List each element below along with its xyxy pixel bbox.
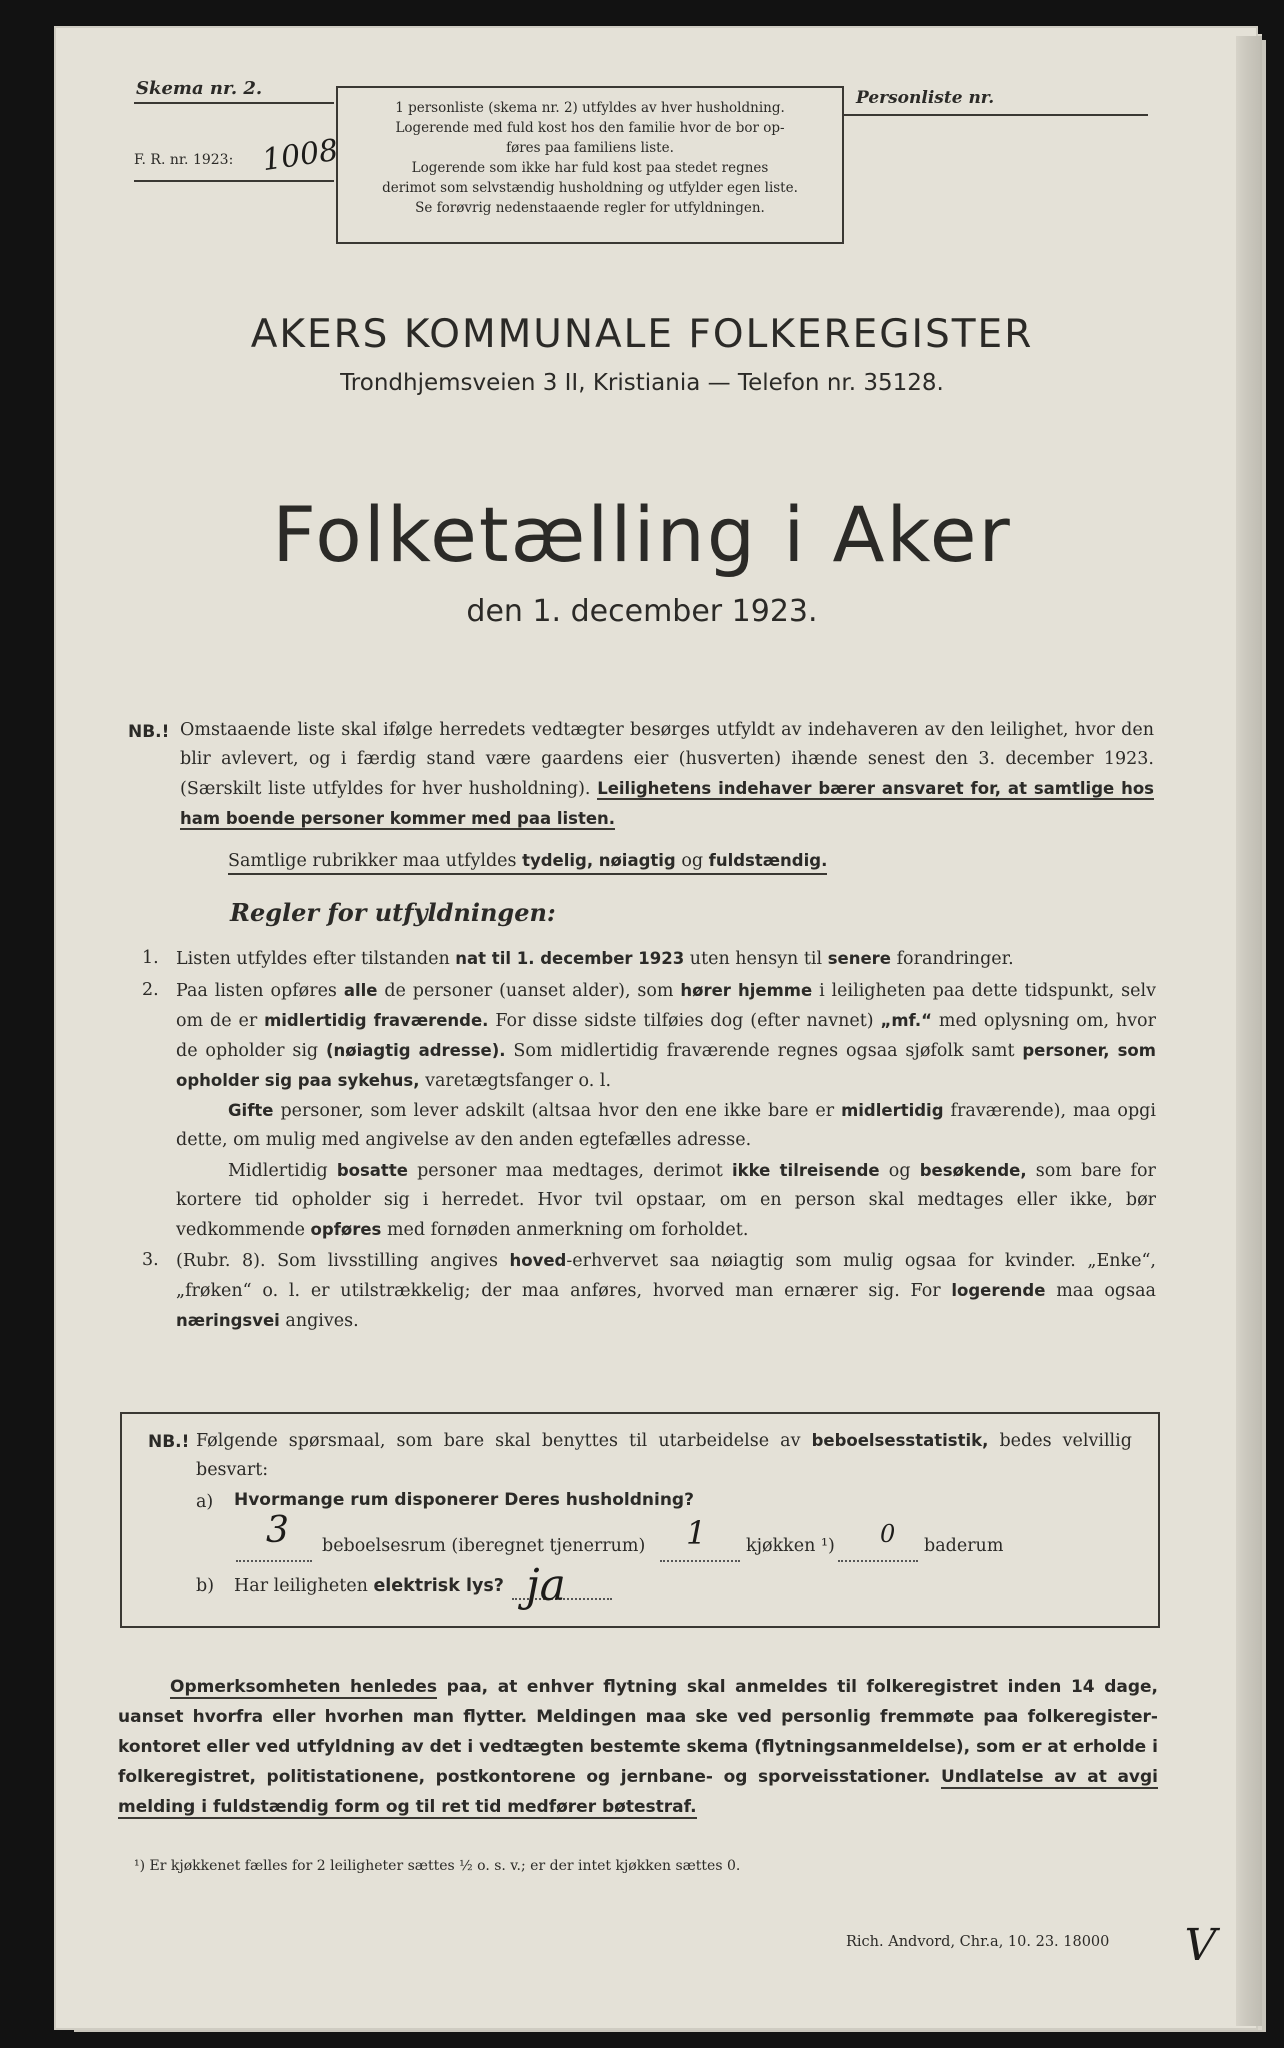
rule-2-bold-b: hører hjemme bbox=[680, 981, 813, 1000]
rule-2c-text-b: personer maa medtages, derimot bbox=[417, 1161, 723, 1181]
info-line-5: derimot som selvstændig husholdning og utfylder egen liste. bbox=[382, 180, 798, 196]
rule-2-text-a: Paa listen opføres bbox=[176, 981, 337, 1001]
rule-3-number: 3. bbox=[142, 1250, 159, 1270]
rule-2-text-c: i leiligheten paa dette tidspunkt, selv om de er bbox=[176, 981, 1156, 1031]
skema-rule bbox=[134, 102, 334, 104]
rule-1-text-b: uten hensyn til bbox=[689, 949, 823, 969]
info-line-3: føres paa familiens liste. bbox=[506, 140, 674, 156]
rule-2c-text-e: med fornøden anmerkning om forholdet. bbox=[386, 1220, 749, 1240]
rule-2b-bold-b: midlertidig bbox=[841, 1101, 944, 1120]
census-date: den 1. december 1923. bbox=[466, 594, 818, 629]
nb-fuldstaendig: fuldstændig. bbox=[708, 851, 828, 870]
check-mark: V bbox=[1178, 1920, 1222, 1971]
rule-2-text-b: de personer (uanset alder), som bbox=[384, 981, 674, 1001]
rule-2c-bold-a: bosatte bbox=[336, 1161, 408, 1180]
rule-2-text-g: varetægtsfanger o. l. bbox=[425, 1071, 612, 1091]
notice-heading: Opmerksomheten henledes bbox=[170, 1677, 437, 1697]
nb-noiagtig: nøiagtig bbox=[598, 851, 676, 870]
info-line-6: Se forøvrig nedenstaaende regler for utfyldningen. bbox=[415, 200, 765, 216]
nb-paragraph bbox=[180, 716, 1154, 834]
rule-1-bold-b: senere bbox=[827, 949, 891, 968]
rule-2c-bold-c: besøkende, bbox=[919, 1161, 1027, 1180]
rule-3-bold-a: hoved bbox=[509, 1251, 567, 1270]
rule-2-number: 2. bbox=[142, 980, 159, 1000]
question-b-label: b) bbox=[196, 1576, 215, 1596]
skema-label: Skema nr. 2. bbox=[136, 78, 263, 99]
info-box bbox=[336, 86, 844, 244]
rule-2-bold-a: alle bbox=[343, 981, 378, 1000]
rule-2c-text-a: Midlertidig bbox=[228, 1161, 328, 1181]
rule-2b-bold-a: Gifte bbox=[228, 1101, 274, 1120]
rule-3-text-d: angives. bbox=[285, 1311, 359, 1331]
rule-2b-text-b: fraværende), maa opgi dette, om mulig med angivelse av den anden egtefælles adresse. bbox=[176, 1101, 1156, 1150]
kitchen-label: kjøkken ¹) bbox=[746, 1536, 835, 1556]
nb-label: NB.! bbox=[128, 722, 170, 742]
kitchen-value: 1 bbox=[686, 1514, 707, 1552]
bath-label: baderum bbox=[924, 1536, 1004, 1556]
kitchen-field[interactable] bbox=[660, 1560, 740, 1562]
rule-3-bold-b: logerende bbox=[951, 1281, 1046, 1300]
rooms-value: 3 bbox=[266, 1510, 289, 1551]
rule-2c-bold-b: ikke tilreisende bbox=[731, 1161, 880, 1180]
question-b bbox=[234, 1576, 504, 1596]
rule-3 bbox=[142, 1246, 1156, 1336]
rule-1-number: 1. bbox=[142, 948, 159, 968]
rooms-label: beboelsesrum (iberegnet tjenerrum) bbox=[322, 1536, 646, 1556]
rule-2b-text-a: personer, som lever adskilt (altsaa hvor den ene ikke bare er bbox=[280, 1101, 835, 1121]
nb-tydelig: tydelig, bbox=[522, 851, 594, 870]
question-b-text: Har leiligheten bbox=[234, 1576, 368, 1596]
info-line-2: Logerende med fuld kost hos den familie hvor de bor op- bbox=[395, 120, 785, 136]
info-line-4: Logerende som ikke har fuld kost paa stedet regnes bbox=[411, 160, 769, 176]
footnote: ¹) Er kjøkkenet fælles for 2 leiligheter sættes ½ o. s. v.; er der intet kjøkken sættes 0. bbox=[134, 1858, 741, 1874]
electric-light-answer: ja bbox=[526, 1560, 566, 1611]
rule-2-bold-c: midlertidig fraværende. bbox=[264, 1011, 489, 1030]
rule-2-bold-d: „mf.“ bbox=[880, 1011, 932, 1030]
page-title: Folketælling i Aker bbox=[272, 490, 1012, 579]
rule-1-text-a: Listen utfyldes efter tilstanden bbox=[176, 949, 450, 969]
rule-2-text-d: For disse sidste tilføies dog (efter navnet) bbox=[495, 1011, 874, 1031]
question-a-label: a) bbox=[196, 1492, 214, 1512]
rule-2c-bold-d: opføres bbox=[310, 1220, 382, 1239]
rule-3-bold-c: næringsvei bbox=[176, 1311, 280, 1330]
org-address: Trondhjemsveien 3 II, Kristiania — Telefon nr. 35128. bbox=[340, 370, 944, 396]
fr-number-value: 1008 bbox=[259, 132, 341, 179]
rule-2-temporary bbox=[176, 1156, 1156, 1245]
personliste-label: Personliste nr. bbox=[856, 88, 995, 108]
nb-requirement-text: Samtlige rubrikker maa utfyldes bbox=[228, 851, 517, 871]
info-line-1: 1 personliste (skema nr. 2) utfyldes av hver husholdning. bbox=[395, 100, 785, 116]
rule-2c-text-d: som bare for kortere tid opholder sig i herredet. Hvor tvil opstaar, om en person skal medtages eller ikke, bør vedkommende bbox=[176, 1161, 1156, 1240]
nb2-intro-bold: beboelsesstatistik, bbox=[811, 1431, 989, 1450]
nb-text: Omstaaende liste skal ifølge herredets vedtægter besørges utfyldt av indehaveren av den leilighet, hvor den blir avlevert, og i færdig stand være gaardens eier (husverten) ihænde senest den 3. december 1923. (Særskilt liste utfyldes for hver husholdning). bbox=[180, 720, 1154, 799]
bath-value: 0 bbox=[880, 1520, 896, 1548]
notice-penalty: Undlatelse av at avgi melding i fuldstændig form og til ret tid medfører bøtestraf. bbox=[118, 1767, 1158, 1817]
printer-line: Rich. Andvord, Chr.a, 10. 23. 18000 bbox=[846, 1934, 1110, 1950]
nb-og: og bbox=[681, 851, 704, 871]
rules-heading: Regler for utfyldningen: bbox=[230, 898, 556, 927]
rule-1-text-c: forandringer. bbox=[896, 949, 1014, 969]
rule-1-bold-a: nat til 1. december 1923 bbox=[455, 949, 685, 968]
nb2-intro-a: Følgende spørsmaal, som bare skal benyttes til utarbeidelse av bbox=[196, 1431, 801, 1451]
rule-3-text-a: (Rubr. 8). Som livsstilling angives bbox=[176, 1251, 498, 1271]
notice-text: paa, at enhver flytning skal anmeldes til folkeregistret inden 14 dage, uanset hvorfra eller hvorhen man flytter. Meldingen maa ske ved personlig fremmøte paa folkeregister-kontoret eller ved utfyldning av det i vedtægten bestemte skema (flytningsanmeldelse), som er at erholde i folkeregistret, politistationene, postkontorene og jernbane- og sporveisstationer. bbox=[118, 1677, 1158, 1787]
nb2-intro bbox=[196, 1426, 1132, 1485]
fr-number-label: F. R. nr. 1923: bbox=[134, 152, 234, 168]
rule-3-text-b: -erhvervet saa nøiagtig som mulig ogsaa for kvinder. „Enke“, „frøken“ o. l. er utilstrækkelig; der maa anføres, hvorved man ernærer sig. For bbox=[176, 1251, 1156, 1301]
org-name: AKERS KOMMUNALE FOLKEREGISTER bbox=[250, 312, 1034, 357]
rule-2-bold-f: personer, som opholder sig paa sykehus, bbox=[176, 1041, 1156, 1090]
rule-1 bbox=[142, 944, 1156, 974]
rooms-field[interactable] bbox=[236, 1560, 312, 1562]
nb-requirement bbox=[228, 846, 827, 876]
question-b-bold: elektrisk lys? bbox=[373, 1576, 504, 1596]
rule-2-text-f: Som midlertidig fraværende regnes ogsaa sjøfolk samt bbox=[513, 1041, 1015, 1061]
rule-2c-text-c: og bbox=[888, 1161, 911, 1181]
nb2-intro-b: bedes velvillig besvart: bbox=[196, 1431, 1132, 1480]
rule-2-bold-e: (nøiagtig adresse). bbox=[325, 1041, 506, 1060]
personliste-rule bbox=[844, 114, 1148, 116]
moving-notice bbox=[118, 1672, 1158, 1822]
question-a: Hvormange rum disponerer Deres husholdning? bbox=[234, 1490, 694, 1510]
nb-responsibility: Leilighetens indehaver bærer ansvaret for, at samtlige hos ham boende personer kommer med paa listen. bbox=[180, 779, 1154, 828]
rule-2-married bbox=[176, 1096, 1156, 1155]
fr-rule bbox=[134, 180, 334, 182]
rule-3-text-c: maa ogsaa bbox=[1056, 1281, 1156, 1301]
rule-2-text-e: med oplysning om, hvor de opholder sig bbox=[176, 1011, 1156, 1061]
bath-field[interactable] bbox=[838, 1560, 918, 1562]
nb2-label: NB.! bbox=[148, 1432, 190, 1452]
rule-2 bbox=[142, 976, 1156, 1096]
